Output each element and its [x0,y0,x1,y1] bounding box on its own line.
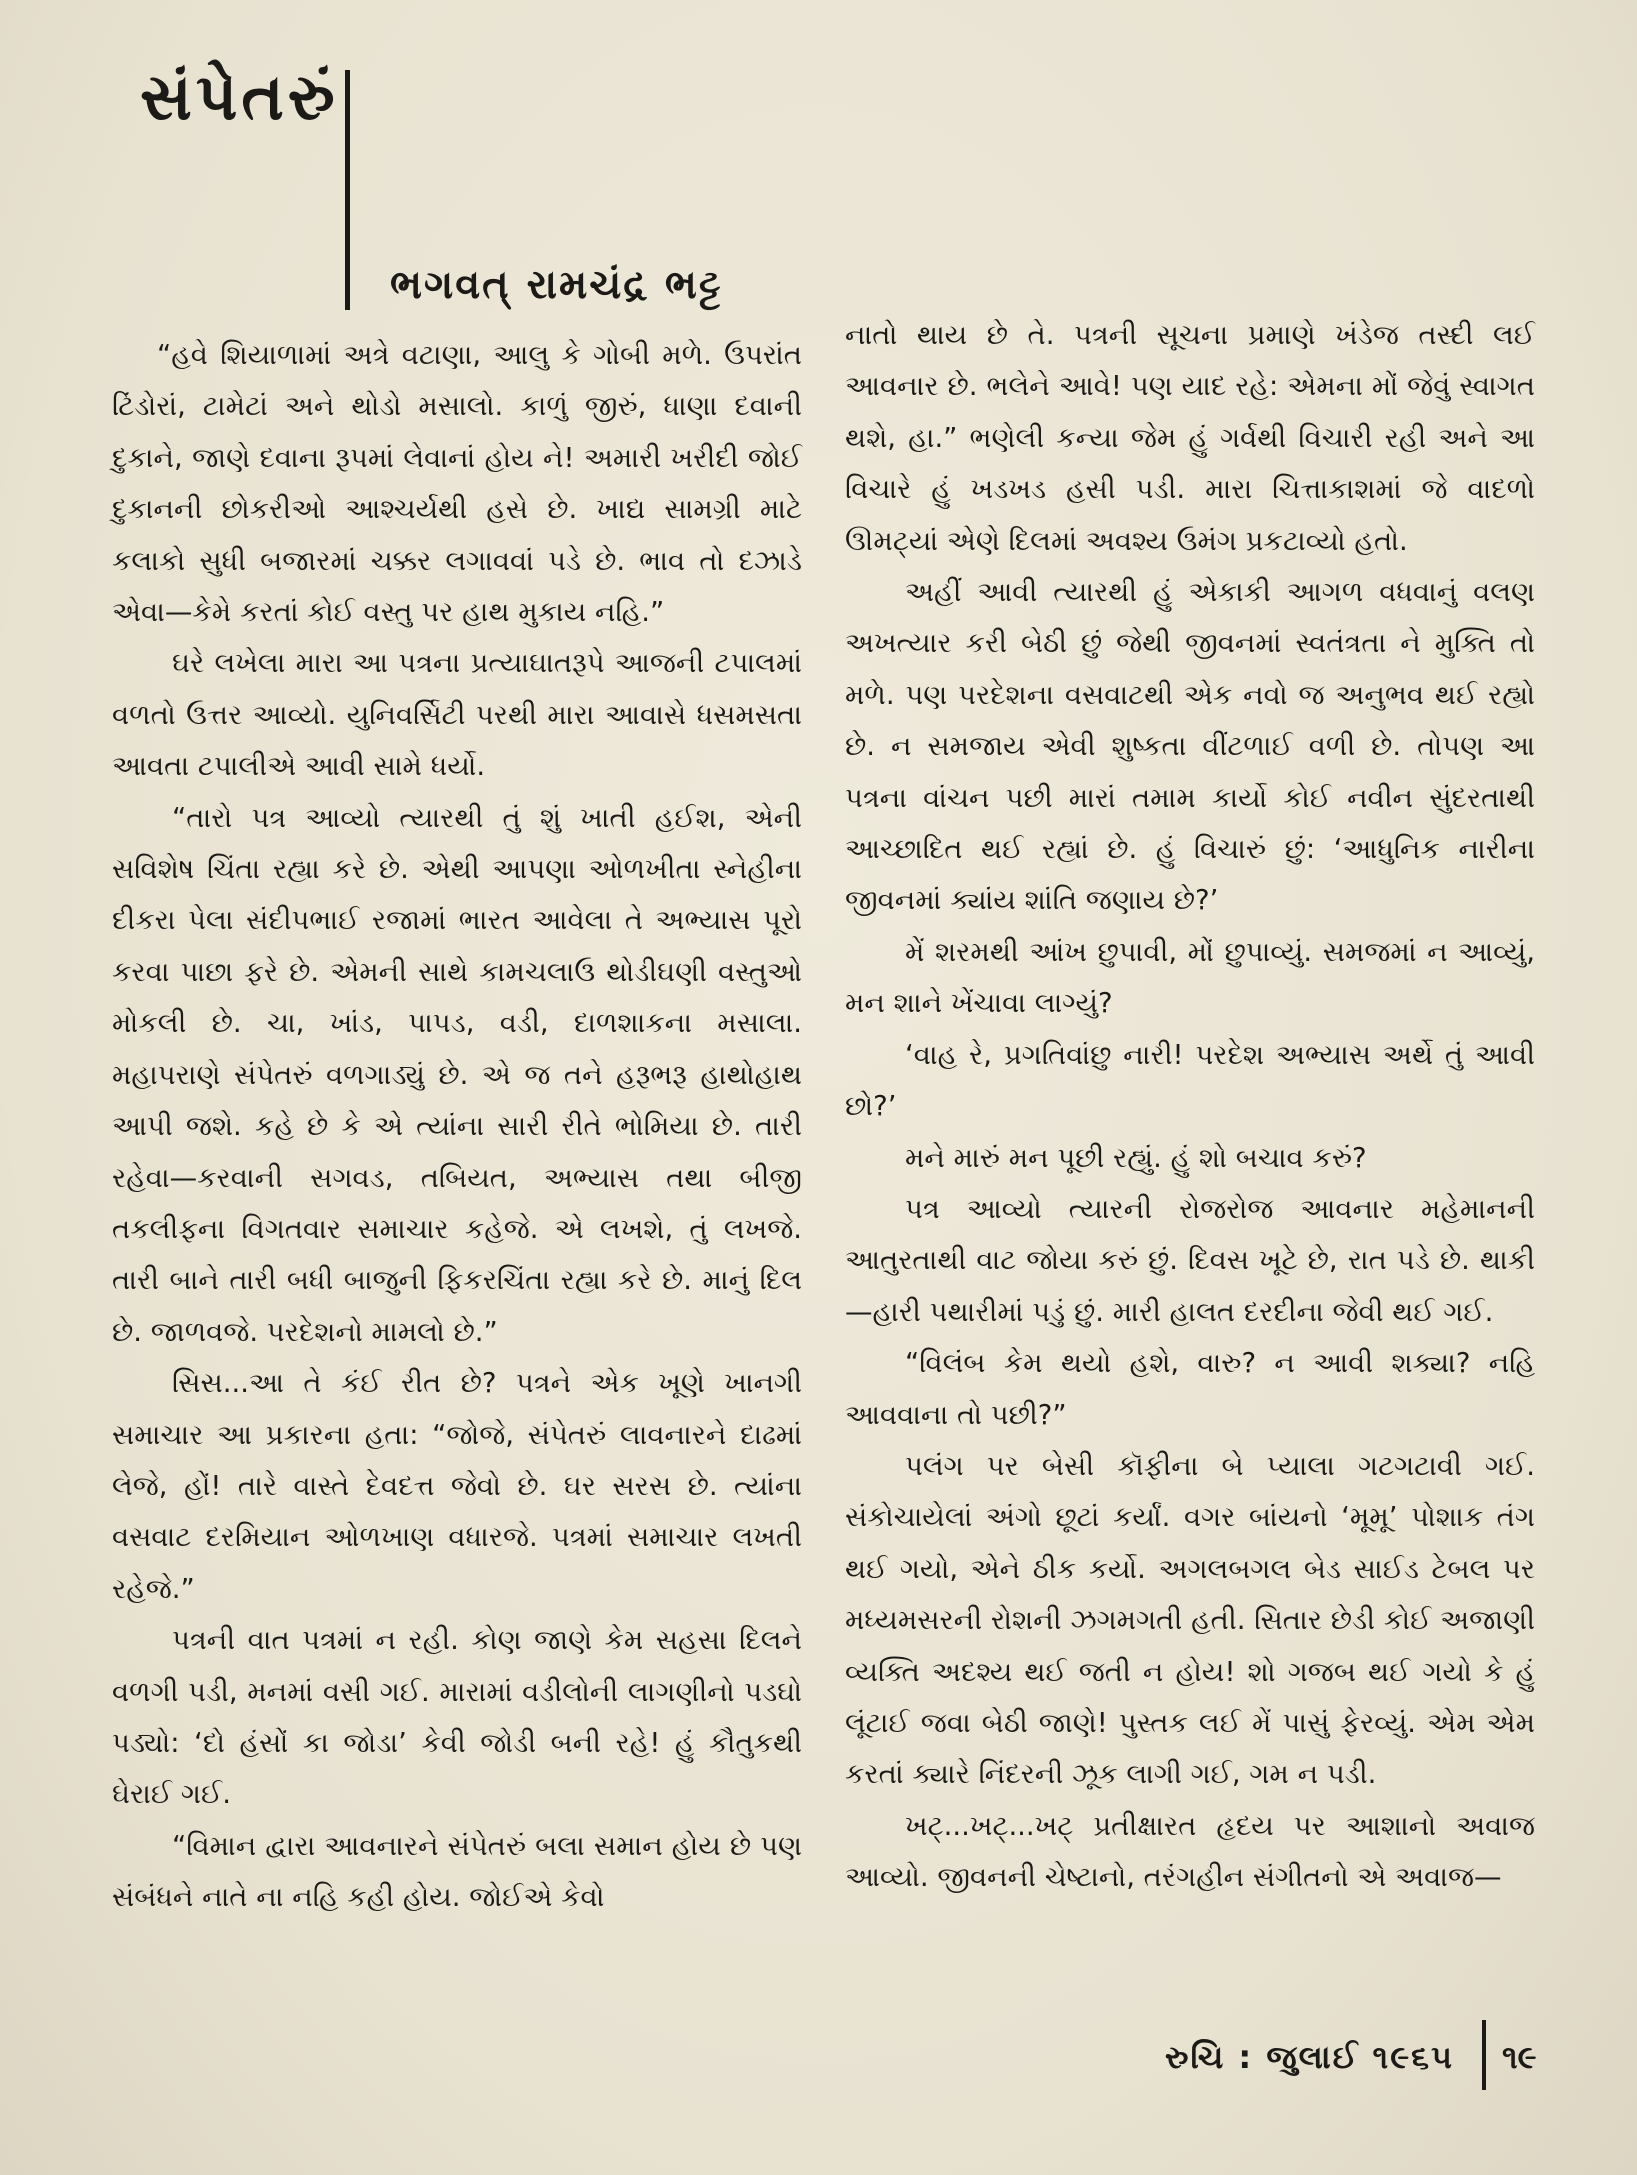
paragraph: નાતો થાય છે તે. પત્રની સૂચના પ્રમાણે ખંડેજ તસ્દી લઈ આવનાર છે. ભલેને આવે! પણ યાદ રહે: એમના મોં જેવું સ્વાગત થશે, હા.” ભણેલી કન્યા જેમ હું ગર્વથી વિચારી રહી અને આ વિચારે હું ખડખડ હસી પડી. મારા ચિત્તાકાશમાં જે વાદળો ઊમટ્યાં એણે દિલમાં અવશ્ય ઉમંગ પ્રકટાવ્યો હતો. [845,319,1535,557]
paragraph: મને મારું મન પૂછી રહ્યું. હું શો બચાવ કરું? [905,1141,1367,1174]
right-column [845,310,1535,1904]
paragraph: પત્ર આવ્યો ત્યારની રોજરોજ આવનાર મહેમાનની આતુરતાથી વાટ જોયા કરું છું. દિવસ ખૂટે છે, રાત પડે છે. થાકી—હારી પથારીમાં પડું છું. મારી હાલત દરદીના જેવી થઈ ગઈ. [845,1192,1535,1328]
paragraph: “વિમાન દ્વારા આવનારને સંપેતરું બલા સમાન હોય છે પણ સંબંધને નાતે ના નહિ કહી હોય. જોઈએ કેવો [112,1829,802,1914]
article-title: સંપેતરું [140,60,339,135]
paragraph: પત્રની વાત પત્રમાં ન રહી. કોણ જાણે કેમ સહસા દિલને વળગી પડી, મનમાં વસી ગઈ. મારામાં વડીલોની લાગણીનો પડઘો પડ્યો: ‘દો હંસોં કા જોડા’ કેવી જોડી બની રહે! હું કૌતુકથી ઘેરાઈ ગઈ. [112,1624,802,1811]
paragraph: ખટ્...ખટ્...ખટ્ પ્રતીક્ષારત હૃદય પર આશાનો અવાજ આવ્યો. જીવનની ચેષ્ટાનો, તરંગહીન સંગીતનો એ અવાજ— [845,1809,1535,1894]
paragraph: ‘વાહ રે, પ્રગતિવાંછુ નારી! પરદેશ અભ્યાસ અર્થે તું આવી છો?’ [845,1038,1535,1123]
paragraph: “હવે શિયાળામાં અત્રે વટાણા, આલુ કે ગોબી મળે. ઉપરાંત ટિંડોરાં, ટામેટાં અને થોડો મસાલો. કાળું જીરું, ધાણા દવાની દુકાને, જાણે દવાના રૂપમાં લેવાનાં હોય ને! અમારી ખરીદી જોઈ દુકાનની છોકરીઓ આશ્ચર્યથી હસે છે. ખાદ્ય સામગ્રી માટે કલાકો સુધી બજારમાં ચક્કર લગાવવાં પડે છે. ભાવ તો દઝાડે એવા—કેમે કરતાં કોઈ વસ્તુ પર હાથ મુકાય નહિ.” [112,339,802,629]
paragraph: પલંગ પર બેસી કૉફીના બે પ્યાલા ગટગટાવી ગઈ. સંકોચાયેલાં અંગો છૂટાં કર્યાં. વગર બાંયનો ‘મૂમૂ’ પોશાક તંગ થઈ ગયો, એને ઠીક કર્યો. અગલબગલ બેડ સાઈડ ટેબલ પર મધ્યમસરની રોશની ઝગમગતી હતી. સિતાર છેડી કોઈ અજાણી વ્યક્તિ અદશ્ય થઈ જતી ન હોય! શો ગજબ થઈ ગયો કે હું લૂંટાઈ જવા બેઠી જાણે! પુસ્તક લઈ મેં પાસું ફેરવ્યું. એમ એમ કરતાં ક્યારે નિંદરની ઝૂક લાગી ગઈ, ગમ ન પડી. [845,1449,1535,1791]
left-column [112,330,802,1924]
paragraph: “વિલંબ કેમ થયો હશે, વારુ? ન આવી શક્યા? નહિ આવવાના તો પછી?” [845,1347,1535,1431]
article-author: ભગવત્ રામચંદ્ર ભટ્ટ [390,262,723,308]
footer-divider [1482,2020,1486,2090]
paragraph: “તારો પત્ર આવ્યો ત્યારથી તું શું ખાતી હઈશ, એની સવિશેષ ચિંતા રહ્યા કરે છે. એથી આપણા ઓળખીતા સ્નેહીના દીકરા પેલા સંદીપભાઈ રજામાં ભારત આવેલા તે અભ્યાસ પૂરો કરવા પાછા ફરે છે. એમની સાથે કામચલાઉ થોડીઘણી વસ્તુઓ મોકલી છે. ચા, ખાંડ, પાપડ, વડી, દાળશાકના મસાલા. મહાપરાણે સંપેતરું વળગાડ્યું છે. એ જ તને હરૂભરૂ હાથોહાથ આપી જશે. કહે છે કે એ ત્યાંના સારી રીતે ભોમિયા છે. તારી રહેવા—કરવાની સગવડ, તબિયત, અભ્યાસ તથા બીજી તકલીફના વિગતવાર સમાચાર કહેજે. એ લખશે, તું લખજે. તારી બાને તારી બધી બાજુની ફિકરચિંતા રહ્યા કરે છે. માનું દિલ છે. જાળવજે. પરદેશનો મામલો છે.” [112,801,802,1348]
paragraph: સિસ...આ તે કંઈ રીત છે? પત્રને એક ખૂણે ખાનગી સમાચાર આ પ્રકારના હતા: “જોજે, સંપેતરું લાવનારને દાઢમાં લેજે, હોં! તારે વાસ્તે દેવદત્ત જેવો છે. ઘર સરસ છે. ત્યાંના વસવાટ દરમિયાન ઓળખાણ વધારજે. પત્રમાં સમાચાર લખતી રહેજે.” [112,1367,802,1605]
paragraph: મેં શરમથી આંખ છુપાવી, મોં છુપાવ્યું. સમજમાં ન આવ્યું, મન શાને ખેંચાવા લાગ્યું? [845,935,1535,1020]
paragraph: ઘરે લખેલા મારા આ પત્રના પ્રત્યાઘાતરૂપે આજની ટપાલમાં વળતો ઉત્તર આવ્યો. યુનિવર્સિટી પરથી મારા આવાસે ધસમસતા આવતા ટપાલીએ આવી સામે ધર્યો. [112,647,802,783]
page-number: ૧૯ [1502,2038,1537,2076]
title-divider [345,70,350,310]
footer-magazine-issue: રુચિ : જુલાઈ ૧૯૬૫ [1165,2038,1455,2076]
paragraph: અહીં આવી ત્યારથી હું એકાકી આગળ વધવાનું વલણ અખત્યાર કરી બેઠી છું જેથી જીવનમાં સ્વતંત્રતા ને મુક્તિ તો મળે. પણ પરદેશના વસવાટથી એક નવો જ અનુભવ થઈ રહ્યો છે. ન સમજાય એવી શુષ્કતા વીંટળાઈ વળી છે. તોપણ આ પત્રના વાંચન પછી મારાં તમામ કાર્યો કોઈ નવીન સુંદરતાથી આચ્છાદિત થઈ રહ્યાં છે. હું વિચારું છું: ‘આધુનિક નારીના જીવનમાં ક્યાંય શાંતિ જણાય છે?’ [845,576,1535,917]
